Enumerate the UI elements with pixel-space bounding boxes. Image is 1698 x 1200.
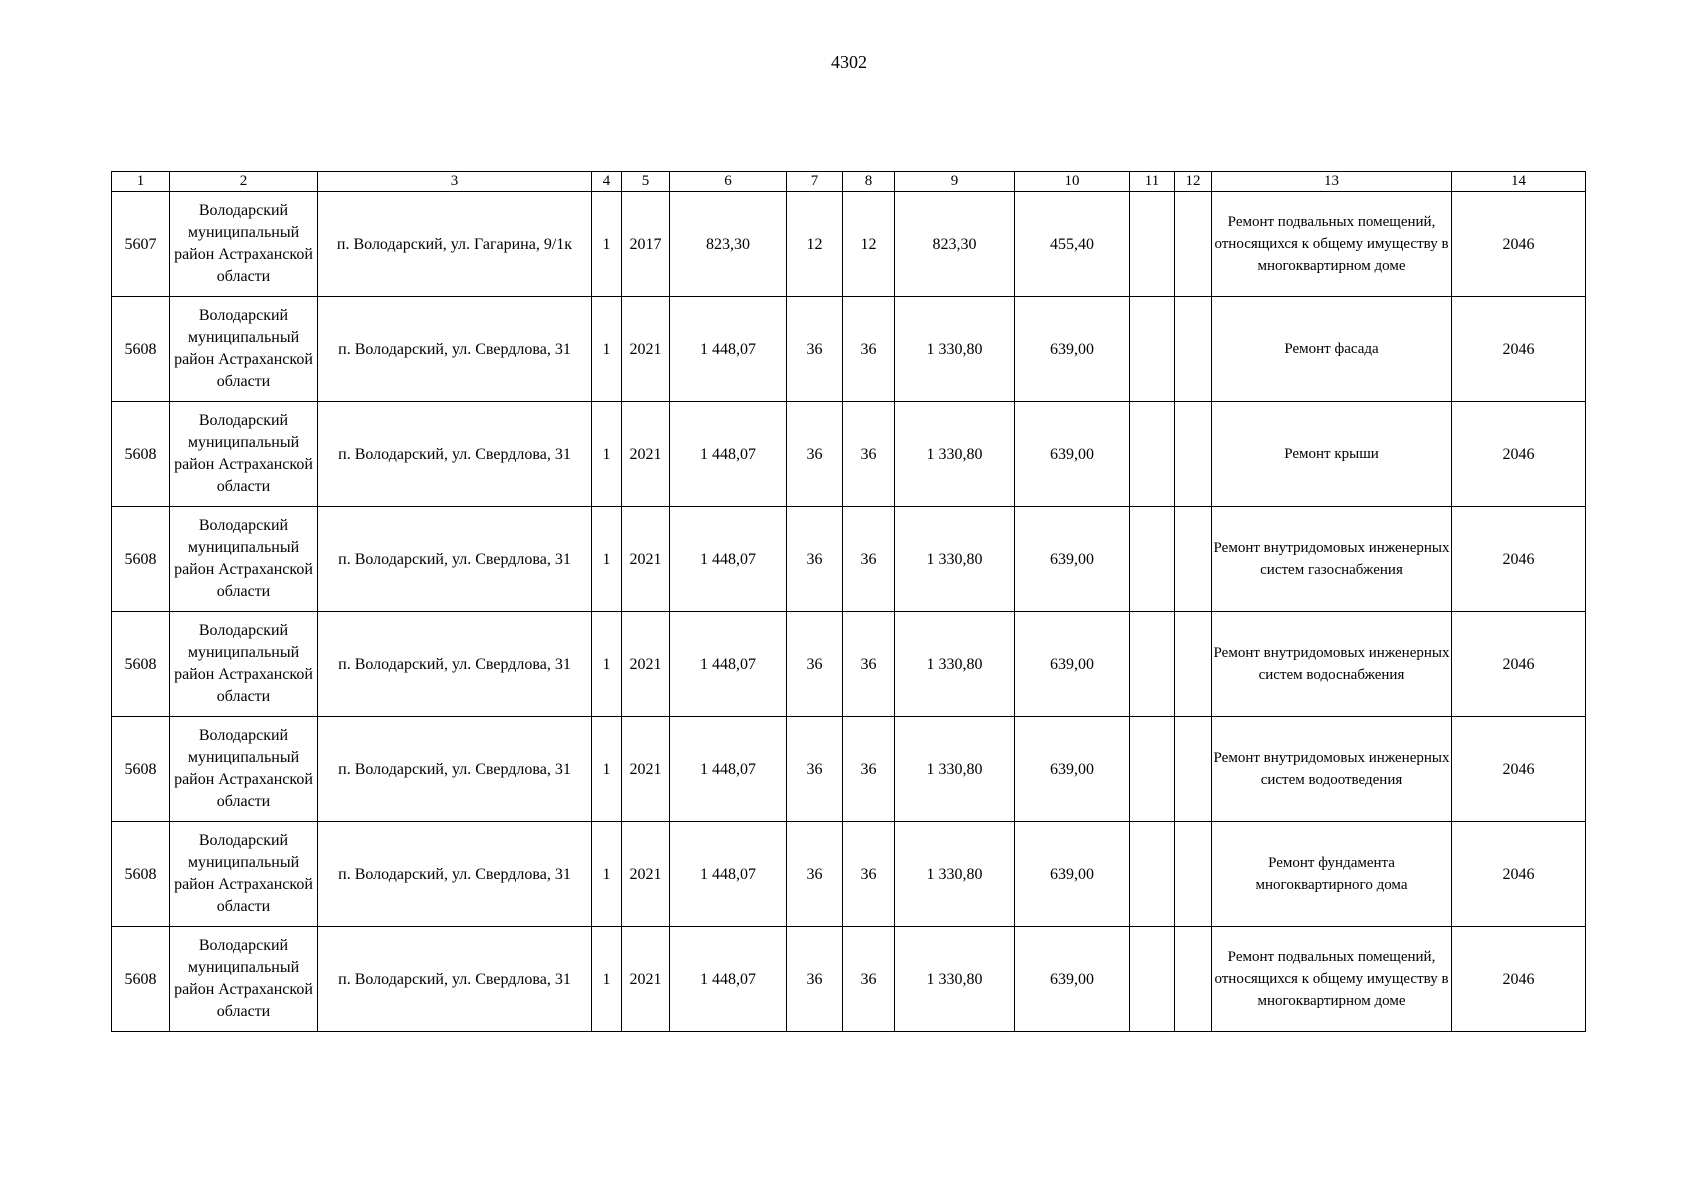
cell-col-4: 1	[592, 822, 622, 927]
column-header: 2	[170, 172, 318, 192]
cell-col-12	[1175, 822, 1212, 927]
cell-col-4: 1	[592, 507, 622, 612]
cell-col-12	[1175, 402, 1212, 507]
cell-col-9: 1 330,80	[895, 612, 1015, 717]
cell-col-11	[1130, 297, 1175, 402]
municipality-cell: Володарский муниципальный район Астраханской области	[170, 507, 318, 612]
planned-year-cell: 2046	[1452, 297, 1586, 402]
cell-col-7: 36	[787, 297, 843, 402]
year-cell: 2021	[622, 402, 670, 507]
municipality-cell: Володарский муниципальный район Астраханской области	[170, 402, 318, 507]
municipality-cell: Володарский муниципальный район Астраханской области	[170, 822, 318, 927]
cell-col-8: 36	[843, 822, 895, 927]
municipality-cell: Володарский муниципальный район Астраханской области	[170, 297, 318, 402]
cell-col-11	[1130, 192, 1175, 297]
column-header: 7	[787, 172, 843, 192]
cell-col-7: 12	[787, 192, 843, 297]
work-type-cell: Ремонт подвальных помещений, относящихся к общему имуществу в многоквартирном доме	[1212, 192, 1452, 297]
cell-col-8: 36	[843, 927, 895, 1032]
cell-col-10: 639,00	[1015, 402, 1130, 507]
cell-col-10: 639,00	[1015, 822, 1130, 927]
cell-col-4: 1	[592, 297, 622, 402]
row-number-cell: 5608	[112, 717, 170, 822]
cell-col-8: 36	[843, 717, 895, 822]
cell-col-7: 36	[787, 402, 843, 507]
cell-col-7: 36	[787, 717, 843, 822]
row-number-cell: 5608	[112, 612, 170, 717]
cell-col-10: 639,00	[1015, 927, 1130, 1032]
row-number-cell: 5608	[112, 507, 170, 612]
municipality-cell: Володарский муниципальный район Астраханской области	[170, 192, 318, 297]
cell-col-11	[1130, 612, 1175, 717]
cell-col-8: 12	[843, 192, 895, 297]
address-cell: п. Володарский, ул. Свердлова, 31	[318, 822, 592, 927]
cell-col-8: 36	[843, 612, 895, 717]
column-header: 6	[670, 172, 787, 192]
cell-col-6: 1 448,07	[670, 822, 787, 927]
cell-col-9: 1 330,80	[895, 717, 1015, 822]
cell-col-11	[1130, 717, 1175, 822]
planned-year-cell: 2046	[1452, 822, 1586, 927]
cell-col-6: 823,30	[670, 192, 787, 297]
cell-col-6: 1 448,07	[670, 297, 787, 402]
cell-col-12	[1175, 192, 1212, 297]
year-cell: 2021	[622, 507, 670, 612]
cell-col-6: 1 448,07	[670, 402, 787, 507]
cell-col-7: 36	[787, 822, 843, 927]
cell-col-4: 1	[592, 717, 622, 822]
column-header: 10	[1015, 172, 1130, 192]
cell-col-6: 1 448,07	[670, 717, 787, 822]
planned-year-cell: 2046	[1452, 717, 1586, 822]
cell-col-10: 639,00	[1015, 612, 1130, 717]
address-cell: п. Володарский, ул. Свердлова, 31	[318, 927, 592, 1032]
cell-col-11	[1130, 822, 1175, 927]
cell-col-12	[1175, 927, 1212, 1032]
address-cell: п. Володарский, ул. Свердлова, 31	[318, 297, 592, 402]
cell-col-9: 1 330,80	[895, 402, 1015, 507]
cell-col-7: 36	[787, 612, 843, 717]
work-type-cell: Ремонт крыши	[1212, 402, 1452, 507]
year-cell: 2021	[622, 717, 670, 822]
table-row	[112, 297, 1586, 402]
column-header: 12	[1175, 172, 1212, 192]
table-row	[112, 717, 1586, 822]
address-cell: п. Володарский, ул. Свердлова, 31	[318, 612, 592, 717]
column-header: 9	[895, 172, 1015, 192]
table-row	[112, 927, 1586, 1032]
table-row	[112, 507, 1586, 612]
cell-col-6: 1 448,07	[670, 927, 787, 1032]
planned-year-cell: 2046	[1452, 927, 1586, 1032]
table-row	[112, 402, 1586, 507]
municipality-cell: Володарский муниципальный район Астраханской области	[170, 927, 318, 1032]
cell-col-7: 36	[787, 507, 843, 612]
column-header: 4	[592, 172, 622, 192]
column-header: 1	[112, 172, 170, 192]
page-number: 4302	[831, 52, 867, 72]
cell-col-4: 1	[592, 402, 622, 507]
year-cell: 2021	[622, 612, 670, 717]
year-cell: 2021	[622, 927, 670, 1032]
column-header: 11	[1130, 172, 1175, 192]
work-type-cell: Ремонт подвальных помещений, относящихся к общему имуществу в многоквартирном доме	[1212, 927, 1452, 1032]
cell-col-9: 1 330,80	[895, 927, 1015, 1032]
work-type-cell: Ремонт внутридомовых инженерных систем водоотведения	[1212, 717, 1452, 822]
municipality-cell: Володарский муниципальный район Астраханской области	[170, 717, 318, 822]
row-number-cell: 5608	[112, 822, 170, 927]
year-cell: 2021	[622, 822, 670, 927]
planned-year-cell: 2046	[1452, 192, 1586, 297]
row-number-cell: 5608	[112, 402, 170, 507]
planned-year-cell: 2046	[1452, 612, 1586, 717]
address-cell: п. Володарский, ул. Свердлова, 31	[318, 717, 592, 822]
address-cell: п. Володарский, ул. Свердлова, 31	[318, 507, 592, 612]
column-header: 14	[1452, 172, 1586, 192]
cell-col-12	[1175, 297, 1212, 402]
cell-col-12	[1175, 612, 1212, 717]
cell-col-11	[1130, 927, 1175, 1032]
table-row	[112, 192, 1586, 297]
cell-col-4: 1	[592, 612, 622, 717]
row-number-cell: 5608	[112, 927, 170, 1032]
work-type-cell: Ремонт фундамента многоквартирного дома	[1212, 822, 1452, 927]
cell-col-9: 1 330,80	[895, 297, 1015, 402]
table-row	[112, 822, 1586, 927]
cell-col-12	[1175, 717, 1212, 822]
cell-col-4: 1	[592, 192, 622, 297]
cell-col-11	[1130, 507, 1175, 612]
cell-col-9: 823,30	[895, 192, 1015, 297]
municipality-cell: Володарский муниципальный район Астраханской области	[170, 612, 318, 717]
cell-col-12	[1175, 507, 1212, 612]
cell-col-8: 36	[843, 297, 895, 402]
cell-col-9: 1 330,80	[895, 822, 1015, 927]
table-row	[112, 612, 1586, 717]
cell-col-10: 455,40	[1015, 192, 1130, 297]
row-number-cell: 5608	[112, 297, 170, 402]
cell-col-10: 639,00	[1015, 717, 1130, 822]
year-cell: 2021	[622, 297, 670, 402]
cell-col-11	[1130, 402, 1175, 507]
column-header: 3	[318, 172, 592, 192]
cell-col-6: 1 448,07	[670, 612, 787, 717]
cell-col-8: 36	[843, 507, 895, 612]
header-row	[112, 172, 1586, 192]
repair-registry-table	[111, 171, 1586, 1032]
planned-year-cell: 2046	[1452, 402, 1586, 507]
column-header: 8	[843, 172, 895, 192]
cell-col-9: 1 330,80	[895, 507, 1015, 612]
cell-col-8: 36	[843, 402, 895, 507]
planned-year-cell: 2046	[1452, 507, 1586, 612]
cell-col-6: 1 448,07	[670, 507, 787, 612]
work-type-cell: Ремонт фасада	[1212, 297, 1452, 402]
cell-col-4: 1	[592, 927, 622, 1032]
column-header: 5	[622, 172, 670, 192]
cell-col-10: 639,00	[1015, 507, 1130, 612]
work-type-cell: Ремонт внутридомовых инженерных систем водоснабжения	[1212, 612, 1452, 717]
address-cell: п. Володарский, ул. Свердлова, 31	[318, 402, 592, 507]
column-header: 13	[1212, 172, 1452, 192]
cell-col-7: 36	[787, 927, 843, 1032]
year-cell: 2017	[622, 192, 670, 297]
address-cell: п. Володарский, ул. Гагарина, 9/1к	[318, 192, 592, 297]
work-type-cell: Ремонт внутридомовых инженерных систем газоснабжения	[1212, 507, 1452, 612]
cell-col-10: 639,00	[1015, 297, 1130, 402]
row-number-cell: 5607	[112, 192, 170, 297]
